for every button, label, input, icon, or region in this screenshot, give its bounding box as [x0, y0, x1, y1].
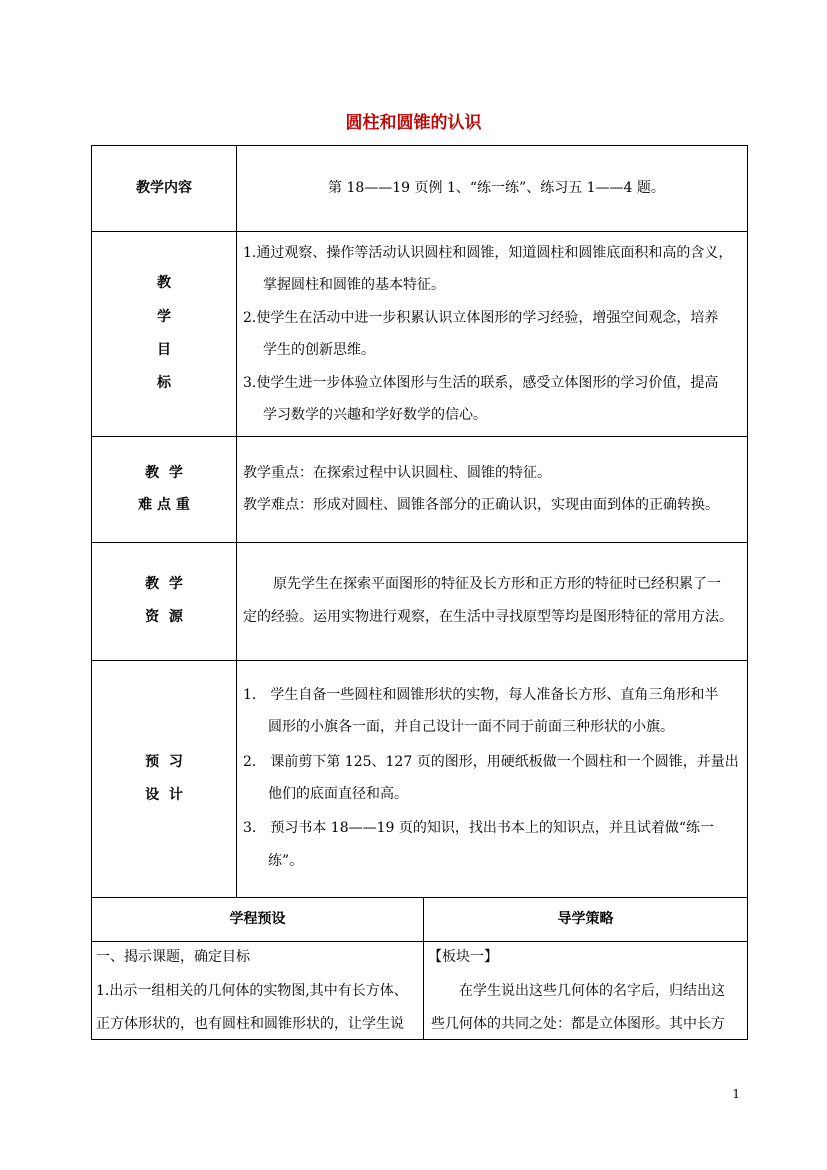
resources-line-1: 原先学生在探索平面图形的特征及长方形和正方形的特征时已经积累了一: [273, 576, 721, 592]
goals-label-char-1: 教: [157, 275, 171, 291]
process-right-line-2: 在学生说出这些几何体的名字后，归结出这: [459, 983, 725, 999]
difficult-point-line: 教学难点：形成对圆柱、圆锥各部分的正确认识，实现由面到体的正确转换。: [243, 497, 719, 513]
goals-line-2: 掌握圆柱和圆锥的基本特征。: [263, 277, 445, 293]
process-left-line-2: 1.出示一组相关的几何体的实物图,其中有长方体、: [96, 983, 408, 999]
goals-line-5: 3.使学生进一步体验立体图形与生活的联系，感受立体图形的学习价值，提高: [243, 375, 719, 391]
goals-label-char-4: 标: [157, 375, 171, 391]
process-left-line-3: 正方体形状的，也有圆柱和圆锥形状的，让学生说: [96, 1016, 404, 1032]
preview-line-2: 圆形的小旗各一面，并自己设计一面不同于前面三种形状的小旗。: [268, 719, 674, 735]
resources-label-line-1: 教 学: [145, 576, 183, 592]
goals-line-1: 1.通过观察、操作等活动认识圆柱和圆锥，知道圆柱和圆锥底面积和高的含义，: [243, 245, 733, 261]
preview-label-line-1: 预 习: [145, 754, 183, 770]
process-left-header: 学程预设: [229, 911, 286, 927]
key-point-line: 教学重点：在探索过程中认识圆柱、圆锥的特征。: [243, 465, 551, 481]
resources-label-line-2: 资 源: [145, 609, 183, 625]
preview-line-3: 2． 课前剪下第 125、127 页的图形，用硬纸板做一个圆柱和一个圆锥，并量出: [243, 754, 739, 770]
preview-line-6: 练”。: [268, 853, 304, 869]
preview-line-5: 3． 预习书本 18——19 页的知识，找出书本上的知识点，并且试着做“练一: [243, 820, 715, 836]
keypoints-label-line-1: 教 学: [145, 465, 183, 481]
goals-line-3: 2.使学生在活动中进一步积累认识立体图形的学习经验，增强空间观念，培养: [243, 310, 719, 326]
process-right-line-3: 些几何体的共同之处：都是立体图形。其中长方: [431, 1016, 725, 1032]
goals-line-4: 学生的创新思维。: [263, 342, 375, 358]
preview-line-4: 他们的底面直径和高。: [268, 786, 408, 802]
keypoints-label-line-2: 难 点 重: [138, 497, 190, 513]
preview-label-line-2: 设 计: [145, 787, 183, 803]
goals-label-char-3: 目: [157, 342, 171, 358]
process-right-line-1: 【板块一】: [428, 949, 498, 965]
page-title: 圆柱和圆锥的认识: [345, 113, 482, 133]
process-right-header: 导学策略: [557, 911, 614, 927]
process-left-line-1: 一、揭示课题，确定目标: [96, 949, 250, 965]
page-number: 1: [732, 1087, 740, 1101]
goals-line-6: 学习数学的兴趣和学好数学的信心。: [263, 407, 487, 423]
content-text: 第 18——19 页例 1、“练一练”、练习五 1——4 题。: [328, 180, 665, 196]
preview-line-1: 1． 学生自备一些圆柱和圆锥形状的实物，每人准备长方形、直角三角形和半: [243, 687, 719, 703]
goals-label-char-2: 学: [157, 309, 171, 325]
content-label: 教学内容: [136, 180, 192, 196]
resources-line-2: 定的经验。运用实物进行观察，在生活中寻找原型等均是图形特征的常用方法。: [243, 609, 733, 625]
